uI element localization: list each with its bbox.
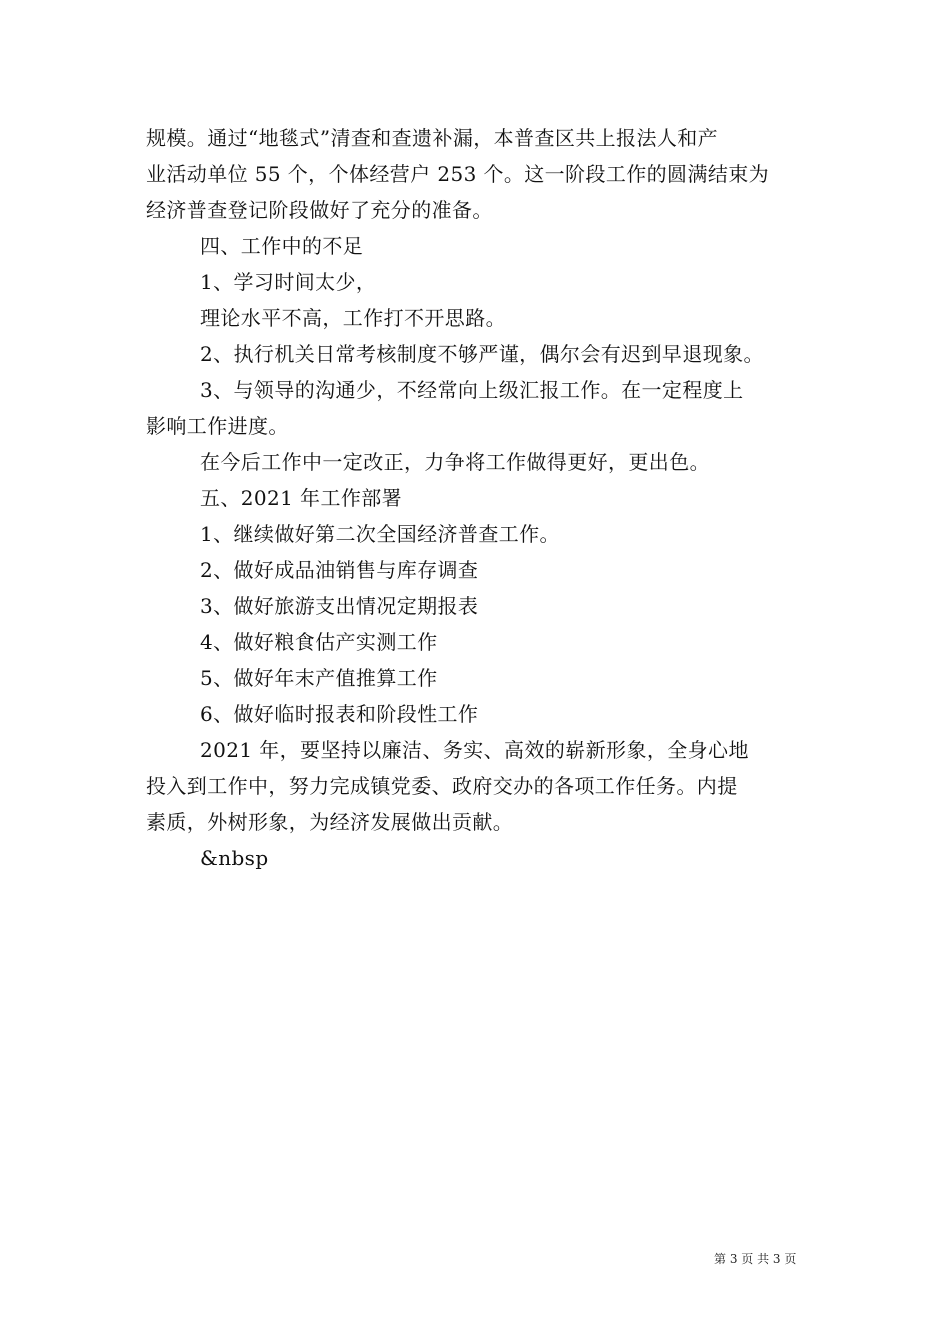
paragraph-line: 规模。通过“地毯式”清查和查遗补漏，本普查区共上报法人和产 — [146, 126, 719, 150]
paragraph-line: 业活动单位 55 个，个体经营户 253 个。这一阶段工作的圆满结束为 — [146, 162, 770, 186]
list-item: 6、做好临时报表和阶段性工作 — [200, 702, 479, 726]
paragraph-line: &nbsp — [200, 846, 269, 870]
list-item: 3、做好旅游支出情况定期报表 — [200, 594, 479, 618]
list-item: 3、与领导的沟通少，不经常向上级汇报工作。在一定程度上 — [200, 378, 744, 402]
paragraph-line: 2021 年，要坚持以廉洁、务实、高效的崭新形象，全身心地 — [200, 738, 749, 762]
paragraph-line: 影响工作进度。 — [146, 414, 289, 438]
paragraph-line: 经济普查登记阶段做好了充分的准备。 — [146, 198, 493, 222]
list-item: 4、做好粮食估产实测工作 — [200, 630, 438, 654]
paragraph-line: 素质，外树形象，为经济发展做出贡献。 — [146, 810, 514, 834]
paragraph-line: 理论水平不高，工作打不开思路。 — [200, 306, 506, 330]
document-body — [146, 120, 810, 876]
section-heading: 四、工作中的不足 — [200, 234, 364, 258]
paragraph-line: 在今后工作中一定改正，力争将工作做得更好，更出色。 — [200, 450, 710, 474]
list-item: 2、执行机关日常考核制度不够严谨，偶尔会有迟到早退现象。 — [200, 342, 764, 366]
list-item: 5、做好年末产值推算工作 — [200, 666, 438, 690]
list-item: 1、继续做好第二次全国经济普查工作。 — [200, 522, 560, 546]
page-number-footer: 第 3 页 共 3 页 — [714, 1252, 797, 1266]
list-item: 1、学习时间太少， — [200, 270, 377, 294]
paragraph-line: 投入到工作中，努力完成镇党委、政府交办的各项工作任务。内提 — [146, 774, 738, 798]
list-item: 2、做好成品油销售与库存调查 — [200, 558, 479, 582]
section-heading: 五、2021 年工作部署 — [200, 486, 403, 510]
